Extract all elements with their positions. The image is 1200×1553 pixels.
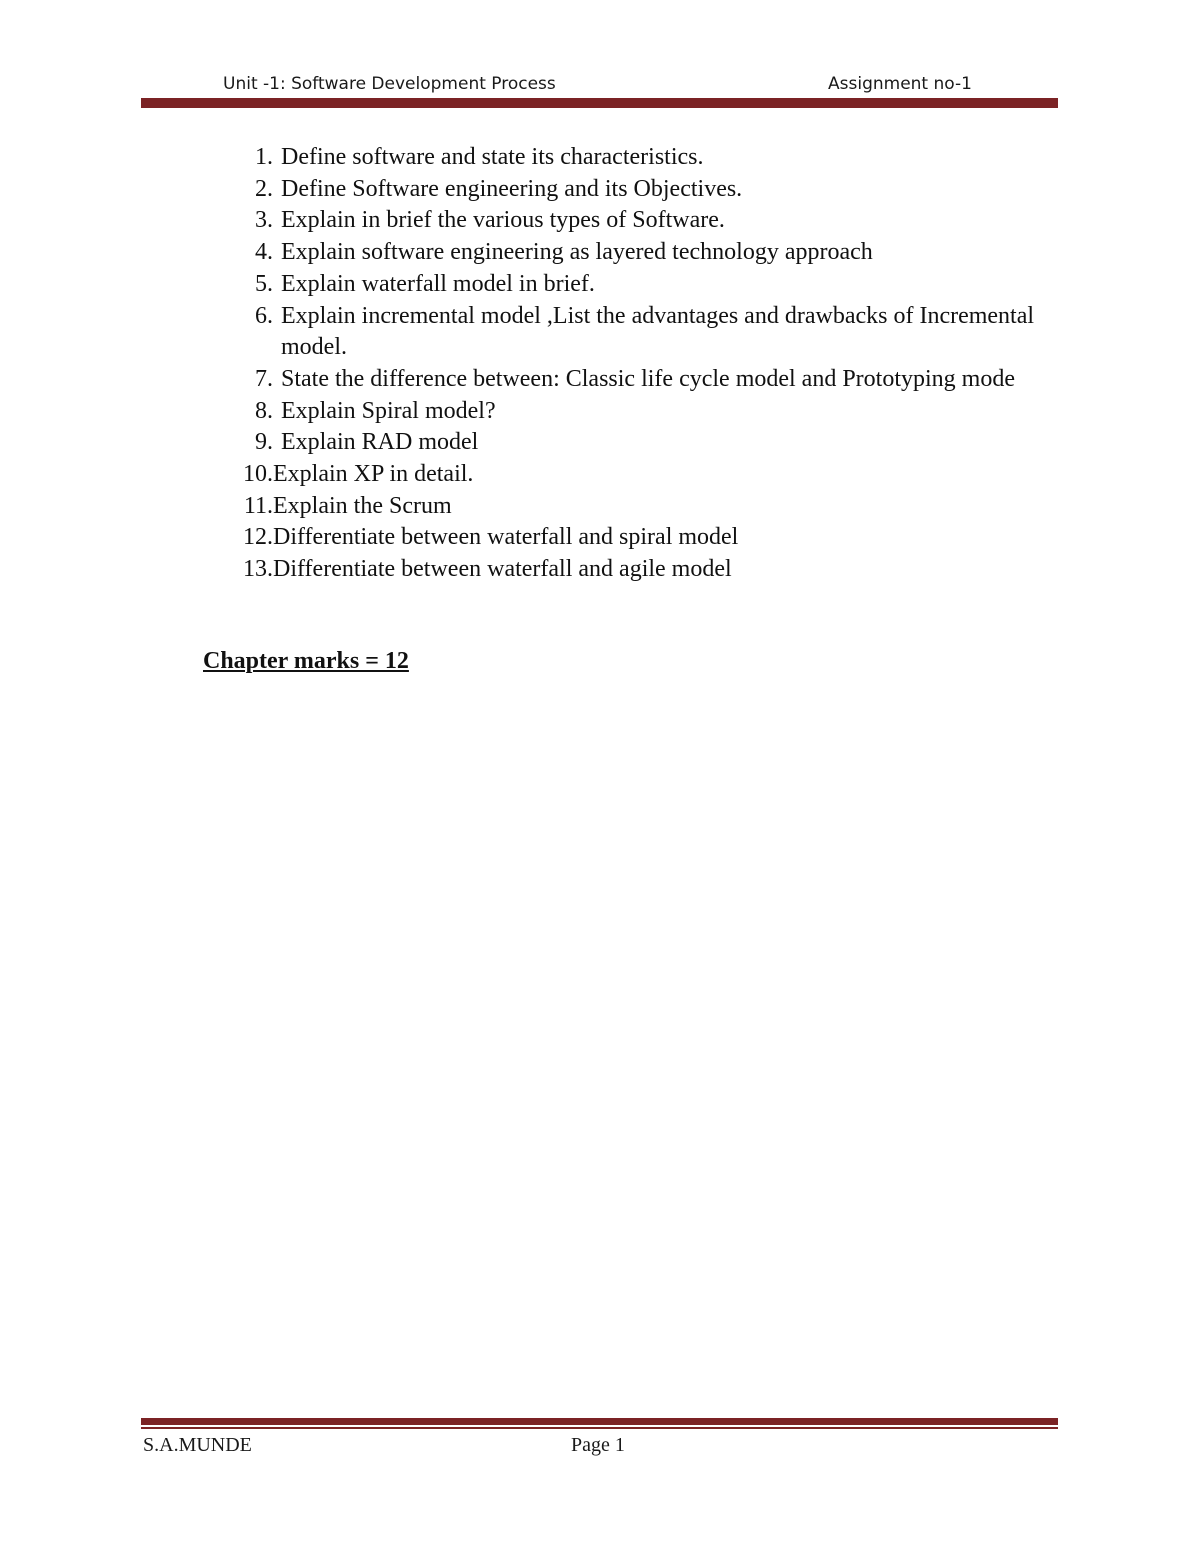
question-item	[203, 142, 1053, 174]
question-text: Define software and state its characteristics.	[281, 144, 704, 170]
question-number: 10.	[243, 461, 273, 488]
question-item	[203, 174, 1053, 206]
question-item	[203, 491, 1053, 523]
question-text: Define Software engineering and its Objectives.	[281, 175, 743, 202]
question-text: Explain in brief the various types of Software.	[281, 207, 725, 234]
question-text: Differentiate between waterfall and agile model	[273, 556, 732, 583]
question-item	[203, 364, 1053, 396]
question-text: Explain the Scrum	[273, 492, 452, 519]
header-unit-title: Unit -1: Software Development Process	[223, 74, 556, 94]
question-list	[203, 142, 1053, 586]
question-item	[203, 301, 1053, 364]
question-text: Explain Spiral model?	[281, 397, 496, 424]
question-number: 7.	[255, 365, 273, 392]
question-text: Explain waterfall model in brief.	[281, 270, 595, 297]
question-item	[203, 554, 1053, 586]
question-text: Explain software engineering as layered technology approach	[281, 239, 873, 266]
question-number: 11.	[243, 492, 273, 519]
question-number: 9.	[255, 429, 273, 456]
footer-author: S.A.MUNDE	[143, 1434, 252, 1456]
question-number: 2.	[255, 175, 273, 202]
question-item	[203, 396, 1053, 428]
question-number: 6.	[255, 302, 273, 329]
question-text: Differentiate between waterfall and spiral model	[273, 524, 739, 551]
chapter-marks: Chapter marks = 12	[203, 648, 409, 674]
footer-divider-thin	[141, 1427, 1058, 1429]
question-number: 1.	[255, 144, 273, 170]
question-item	[203, 237, 1053, 269]
question-number: 13.	[243, 556, 273, 583]
question-text: Explain XP in detail.	[273, 461, 474, 488]
question-number: 8.	[255, 397, 273, 424]
question-text: Explain incremental model ,List the advantages and drawbacks of Incremental model.	[281, 302, 1035, 361]
header-assignment-number: Assignment no-1	[828, 74, 972, 94]
question-item	[203, 427, 1053, 459]
question-item	[203, 459, 1053, 491]
question-number: 12.	[243, 524, 273, 551]
question-item	[203, 269, 1053, 301]
footer-divider	[141, 1418, 1058, 1425]
question-number: 5.	[255, 270, 273, 297]
question-number: 4.	[255, 239, 273, 266]
question-number: 3.	[255, 207, 273, 234]
question-item	[203, 205, 1053, 237]
question-text: Explain RAD model	[281, 429, 479, 456]
footer-page-number: Page 1	[571, 1434, 625, 1456]
question-item	[203, 522, 1053, 554]
question-text: State the difference between: Classic life cycle model and Prototyping mode	[281, 365, 1015, 392]
header-divider	[141, 98, 1058, 108]
